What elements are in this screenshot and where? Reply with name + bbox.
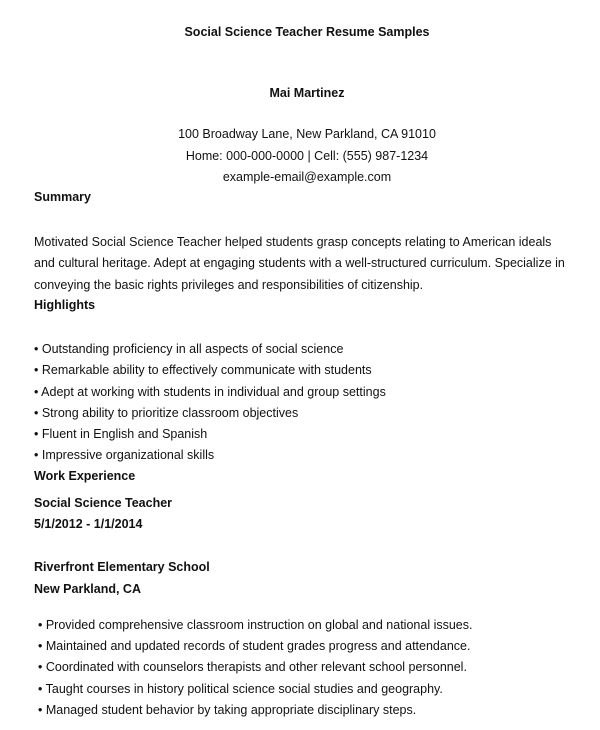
- duty-item: • Managed student behavior by taking appropriate disciplinary steps.: [38, 703, 417, 717]
- highlights-heading: Highlights: [34, 298, 96, 312]
- email-address: example-email@example.com: [222, 170, 392, 184]
- highlight-item: • Impressive organizational skills: [34, 448, 215, 462]
- phone-numbers: Home: 000-000-0000 | Cell: (555) 987-1234: [185, 149, 429, 163]
- duty-item: • Taught courses in history political science social studies and geography.: [38, 682, 443, 696]
- employer-location: New Parkland, CA: [34, 582, 141, 596]
- summary-text: Motivated Social Science Teacher helped students grasp concepts relating to American ideals and cultural heritage. Adept at engaging students with a well-structured curriculum. Specialize in conveying the basic rights privileges and responsibilities of citizenship.: [34, 235, 565, 292]
- duty-item: • Coordinated with counselors therapists and other relevant school personnel.: [38, 660, 467, 674]
- highlight-item: • Outstanding proficiency in all aspects of social science: [34, 342, 344, 356]
- duty-item: • Provided comprehensive classroom instruction on global and national issues.: [38, 618, 473, 632]
- document-title: Social Science Teacher Resume Samples: [184, 25, 430, 39]
- candidate-name: Mai Martinez: [269, 86, 345, 100]
- duty-item: • Maintained and updated records of student grades progress and attendance.: [38, 639, 471, 653]
- job-dates: 5/1/2012 - 1/1/2014: [34, 517, 143, 531]
- highlight-item: • Fluent in English and Spanish: [34, 427, 208, 441]
- highlight-item: • Strong ability to prioritize classroom objectives: [34, 406, 299, 420]
- highlight-item: • Adept at working with students in individual and group settings: [34, 385, 386, 399]
- address: 100 Broadway Lane, New Parkland, CA 91010: [178, 127, 436, 141]
- highlight-item: • Remarkable ability to effectively communicate with students: [34, 363, 372, 377]
- employer-name: Riverfront Elementary School: [34, 560, 210, 574]
- summary-heading: Summary: [34, 190, 91, 204]
- job-title: Social Science Teacher: [34, 496, 173, 510]
- work-experience-heading: Work Experience: [34, 469, 136, 483]
